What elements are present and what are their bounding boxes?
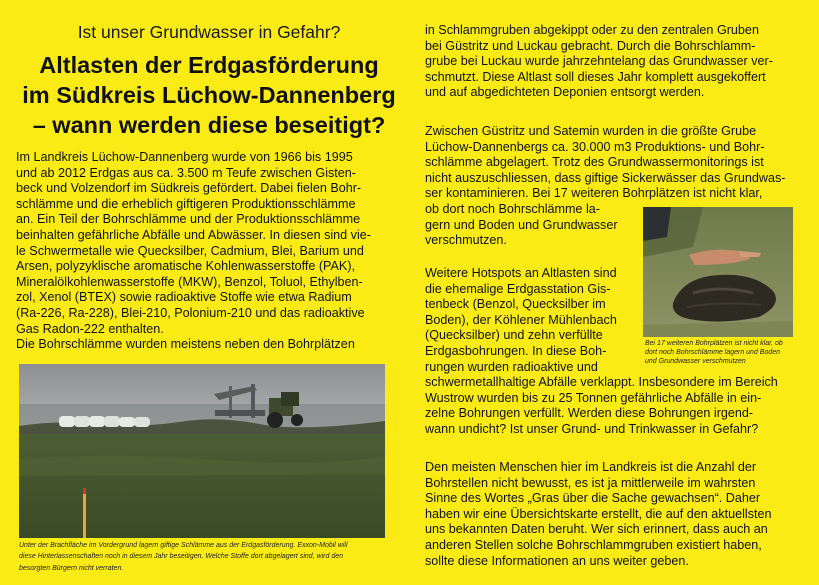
- text-line: Boden), der Köhlener Mühlenbach: [425, 312, 617, 327]
- caption-line: Bei 17 weiteren Bohrplätzen ist nicht klar, ob: [645, 340, 783, 347]
- paragraph-conclusion: [425, 460, 805, 569]
- text-line: Weitere Hotspots an Altlasten sind: [425, 266, 617, 280]
- photo-caption: [19, 540, 389, 574]
- kicker: Ist unser Grundwasser in Gefahr?: [77, 22, 341, 42]
- text-line: grube bei Luckau wurde jahrzehntelang das Grundwasser ver-: [425, 54, 773, 69]
- field-tractor-photo: [19, 364, 385, 538]
- text-line: Den meisten Menschen hier im Landkreis ist die Anzahl der: [425, 460, 757, 474]
- text-line: in Schlammgruben abgekippt oder zu den zentralen Gruben: [425, 23, 759, 37]
- text-line: zelne Bohrungen verfüllt. Werden diese Bohrungen irgend-: [425, 406, 754, 421]
- text-line: die ehemalige Erdgasstation Gis-: [425, 281, 611, 296]
- text-line: schmutzt. Diese Altlast soll dieses Jahr komplett ausgekoffert: [425, 69, 766, 84]
- text-line: und ab 2012 Erdgas aus ca. 3.500 m Teufe zwischen Gisten-: [16, 165, 357, 180]
- text-line: uns bekannten Daten beruht. Wer sich erinnert, dass auch an: [425, 522, 768, 537]
- text-line: sollte diese Informationen an uns weiter geben.: [425, 553, 689, 568]
- text-line: gern und Boden und Grundwasser: [425, 217, 618, 232]
- text-line: rungen wurden radioaktive und: [425, 359, 598, 374]
- text-line: le Schwermetalle wie Quecksilber, Cadmium, Blei, Barium und: [16, 243, 364, 258]
- text-line: (Ra-226, Ra-228), Blei-210, Polonium-210 und das radioaktive: [16, 305, 365, 320]
- field-tractor-image: [19, 364, 385, 538]
- text-line: Wustrow wurden bis zu 25 Tonnen gefährliche Abfälle in ein-: [425, 390, 762, 405]
- title-line: im Südkreis Lüchow-Dannenberg: [22, 82, 396, 108]
- paragraph-hotspots: [425, 266, 805, 438]
- caption-line: diese Hinterlassenschaften noch in diesem Jahr beseitigen. Welche Stoffe dort abgelagert sind, wird den: [19, 553, 344, 561]
- text-line: Arsen, polyzyklische aromatische Kohlenwasserstoffe (PAK),: [16, 259, 356, 274]
- text-line: und auf abgedichteten Deponien entsorgt werden.: [425, 85, 705, 100]
- text-line: Sinne des Wortes „Gras über die Sache gewachsen“. Daher: [425, 491, 761, 506]
- text-line: schlämme abgelagert. Trotz des Grundwassermonitorings ist: [425, 155, 764, 170]
- text-line: an. Ein Teil der Bohrschlämme und der Produktionsschlämme: [16, 212, 361, 227]
- text-line: Zwischen Güstritz und Satemin wurden in die größte Grube: [425, 124, 757, 138]
- text-line: zol, Xenol (BTEX) sowie radioaktive Stoffe wie etwa Radium: [16, 290, 352, 305]
- text-line: tenbeck (Benzol, Quecksilber im: [425, 297, 606, 312]
- text-line: anderen Stellen solche Bohrschlammgruben existiert haben,: [425, 537, 762, 552]
- caption-line: besorgten Bürgern nicht verraten.: [19, 564, 124, 572]
- text-line: schwermetallhaltige Abfälle verklappt. Insbesondere im Bereich: [425, 375, 778, 390]
- text-line: nicht auszuschliessen, dass giftige Sickerwässer das Grundwas-: [425, 170, 786, 185]
- title-line: Altlasten der Erdgasförderung: [39, 52, 379, 78]
- text-line: bei Güstritz und Luckau gebracht. Durch die Bohrschlamm-: [425, 38, 756, 53]
- text-line: Im Landkreis Lüchow-Dannenberg wurde von 1966 bis 1995: [16, 150, 353, 164]
- title-line: – wann werden diese beseitigt?: [32, 112, 386, 138]
- text-line: Mineralölkohlenwasserstoffe (MKW), Benzol, Toluol, Ethylben-: [16, 274, 363, 289]
- text-line: Die Bohrschlämme wurden meistens neben den Bohrplätzen: [16, 337, 355, 352]
- text-line: Lüchow-Dannenbergs ca. 30.000 m3 Produktions- und Bohr-: [425, 139, 765, 154]
- text-line: (Quecksilber) und zehn verfüllte: [425, 328, 603, 343]
- paragraph-gruben: [425, 23, 805, 101]
- text-line: beinhalten gefährliche Abfälle und Abwässer. In diesen sind vie-: [16, 227, 371, 242]
- caption-line: und Grundwasser verschmutzen: [645, 358, 746, 365]
- intro-paragraph: [16, 150, 402, 353]
- article-title: [16, 50, 402, 140]
- text-line: wann undicht? Ist unser Grund- und Trinkwasser in Gefahr?: [425, 421, 759, 436]
- text-line: verschmutzen.: [425, 233, 507, 248]
- caption-line: dort noch Bohrschlämme lagern und Boden: [645, 349, 781, 356]
- text-line: ob dort noch Bohrschlämme la-: [425, 201, 600, 216]
- text-line: schlämme und die erheblich giftigeren Produktionsschlämme: [16, 196, 356, 211]
- text-line: beck und Volzendorf im Südkreis gefördert. Dabei fielen Bohr-: [16, 181, 362, 196]
- text-line: haben wir eine Übersichtskarte erstellt, die auf den aktuellsten: [425, 506, 772, 521]
- caption-line: Unter der Brachfläche im Vordergrund lagern giftige Schlämme aus der Erdgasförderung. Exxon-Mobil will: [19, 542, 348, 549]
- text-line: Bohrstellen nicht bewusst, es ist ja mittlerweile im wahrsten: [425, 475, 756, 490]
- text-line: Erdgasbohrungen. In diese Boh-: [425, 343, 607, 358]
- text-line: Gas Radon-222 enthalten.: [16, 321, 164, 336]
- text-line: ser kontaminieren. Bei 17 weiteren Bohrplätzen ist nicht klar,: [425, 186, 763, 201]
